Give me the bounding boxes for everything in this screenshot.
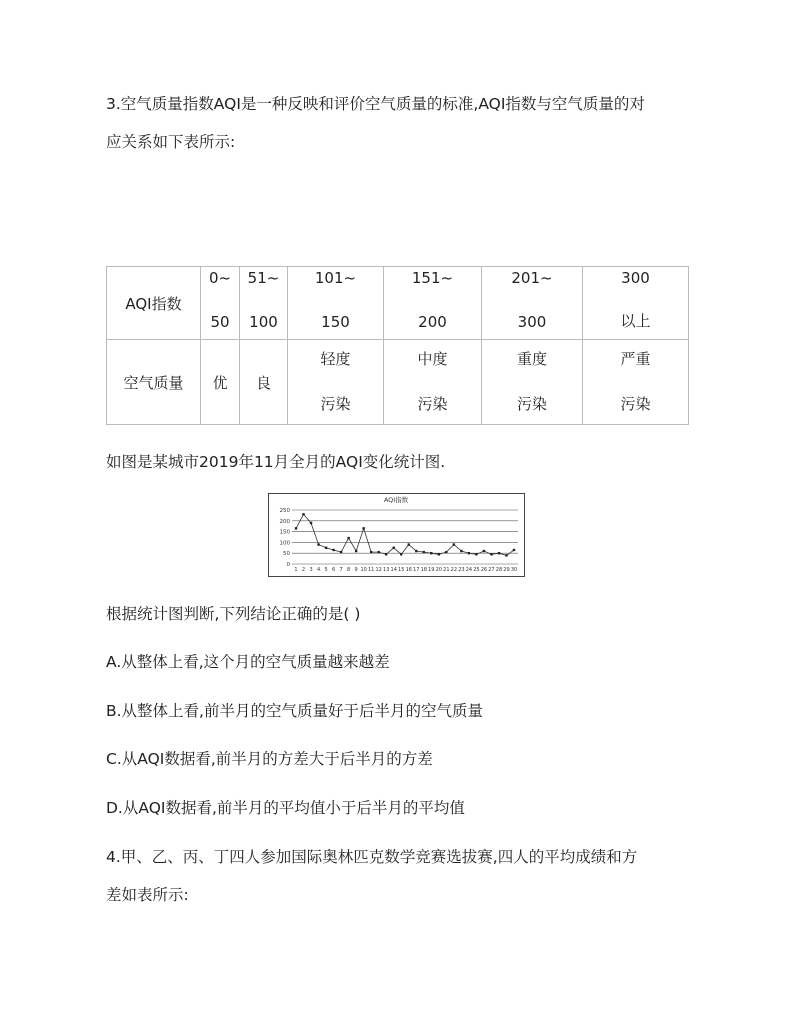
air-quality-header-label: 空气质量 <box>123 373 184 392</box>
data-point <box>498 552 500 554</box>
question-stem: 根据统计图判断,下列结论正确的是( ) <box>106 605 361 623</box>
q4-text-line1: 4.甲、乙、丙、丁四人参加国际奥林匹克数学竞赛选拔赛,四人的平均成绩和方 <box>106 848 638 866</box>
data-point <box>377 551 379 553</box>
range-upper: 50 <box>210 313 230 331</box>
level-label-2: 污染 <box>516 395 547 413</box>
data-point <box>460 550 462 552</box>
range-upper: 以上 <box>620 312 651 330</box>
data-point <box>400 553 402 555</box>
level-cell <box>384 340 482 425</box>
data-point <box>370 551 372 553</box>
option-a: A.从整体上看,这个月的空气质量越来越差 <box>106 653 390 671</box>
option-c: C.从AQI数据看,前半月的方差大于后半月的方差 <box>106 750 433 768</box>
aqi-range-row <box>107 267 689 340</box>
y-tick-label: 50 <box>283 551 290 558</box>
level-cell <box>288 340 384 425</box>
data-point <box>475 553 477 555</box>
y-tick-label: 250 <box>279 508 290 514</box>
data-point <box>325 547 327 549</box>
x-tick-label: 9 <box>354 567 358 573</box>
x-tick-label: 10 <box>360 567 367 573</box>
level-label: 严重 <box>620 350 651 368</box>
x-tick-label: 26 <box>480 567 488 573</box>
x-tick-label: 22 <box>450 567 458 573</box>
x-tick-label: 5 <box>324 567 328 573</box>
air-quality-header <box>107 340 201 425</box>
option-d: D.从AQI数据看,前半月的平均值小于后半月的平均值 <box>106 799 465 817</box>
data-point <box>332 549 334 551</box>
range-lower: 101~ <box>314 269 357 287</box>
x-tick-label: 2 <box>301 567 306 573</box>
aqi-chart-svg <box>268 493 525 577</box>
x-tick-label: 24 <box>465 567 473 573</box>
x-tick-label: 25 <box>473 567 480 573</box>
level-cell <box>240 340 288 425</box>
range-lower: 51~ <box>247 269 280 287</box>
chart-title: AQI指数 <box>383 496 409 504</box>
x-tick-label: 11 <box>367 567 375 573</box>
x-tick-label: 29 <box>503 567 510 573</box>
aqi-line-chart <box>268 493 525 577</box>
level-label: 良 <box>255 373 271 392</box>
data-point <box>362 527 364 529</box>
level-label: 轻度 <box>320 350 351 368</box>
data-point <box>408 543 410 545</box>
range-lower: 201~ <box>511 269 553 287</box>
range-lower: 151~ <box>411 269 454 287</box>
range-cell <box>482 267 583 340</box>
level-cell <box>201 340 240 425</box>
data-point <box>490 553 492 555</box>
data-point <box>340 551 342 553</box>
x-tick-label: 6 <box>331 567 336 573</box>
range-cell <box>201 267 240 340</box>
x-tick-label: 23 <box>458 567 465 573</box>
level-label: 优 <box>212 373 228 392</box>
data-point <box>483 550 485 552</box>
x-tick-label: 20 <box>435 567 443 573</box>
x-tick-label: 8 <box>347 567 351 573</box>
range-cell <box>583 267 689 340</box>
data-point <box>438 553 440 555</box>
range-upper: 300 <box>517 313 547 331</box>
range-cell <box>240 267 288 340</box>
data-point <box>302 513 304 515</box>
data-point <box>445 551 447 553</box>
data-point <box>505 554 507 556</box>
air-quality-row <box>107 340 689 425</box>
data-point <box>430 552 432 554</box>
range-cell <box>288 267 384 340</box>
level-label-2: 污染 <box>320 395 351 413</box>
level-label: 中度 <box>417 350 448 368</box>
range-upper: 150 <box>321 313 350 331</box>
x-tick-label: 4 <box>316 567 321 573</box>
data-point <box>393 547 395 549</box>
data-point <box>310 522 312 524</box>
x-tick-label: 3 <box>309 567 313 573</box>
level-label-2: 污染 <box>620 395 651 413</box>
x-tick-label: 17 <box>413 567 420 573</box>
x-tick-label: 19 <box>428 567 435 573</box>
range-lower: 300 <box>621 269 650 287</box>
x-tick-label: 18 <box>420 567 427 573</box>
x-tick-label: 28 <box>495 567 503 573</box>
data-point <box>385 553 387 555</box>
y-tick-label: 200 <box>279 518 290 525</box>
range-upper: 200 <box>418 313 447 331</box>
q3-text-line1: 3.空气质量指数AQI是一种反映和评价空气质量的标准,AQI指数与空气质量的对 <box>106 95 645 113</box>
x-tick-label: 15 <box>398 567 405 573</box>
range-cell <box>384 267 482 340</box>
y-tick-label: 150 <box>279 529 290 536</box>
y-tick-label: 100 <box>279 540 290 547</box>
chart-caption: 如图是某城市2019年11月全月的AQI变化统计图. <box>106 453 446 471</box>
q4-text-line2: 差如表所示: <box>106 886 189 904</box>
data-point <box>355 550 357 552</box>
aqi-table <box>106 266 689 425</box>
x-tick-label: 13 <box>383 567 390 573</box>
x-tick-label: 27 <box>488 567 495 573</box>
data-point <box>513 549 515 551</box>
x-tick-label: 21 <box>443 567 450 573</box>
option-b: B.从整体上看,前半月的空气质量好于后半月的空气质量 <box>106 702 483 720</box>
level-label-2: 污染 <box>417 395 448 413</box>
y-tick-label: 0 <box>286 562 290 568</box>
x-tick-label: 12 <box>375 567 382 573</box>
data-point <box>347 537 349 539</box>
data-point <box>453 543 455 545</box>
x-tick-label: 7 <box>339 567 343 573</box>
x-tick-label: 16 <box>405 567 412 573</box>
range-upper: 100 <box>249 313 278 331</box>
level-cell <box>583 340 689 425</box>
x-tick-label: 14 <box>390 567 397 573</box>
level-cell <box>482 340 583 425</box>
aqi-index-header <box>107 267 201 340</box>
data-point <box>468 552 470 554</box>
data-point <box>317 543 319 545</box>
x-tick-label: 30 <box>510 567 518 573</box>
level-label: 重度 <box>516 350 547 368</box>
data-point <box>415 550 417 552</box>
range-lower: 0~ <box>208 269 232 287</box>
q3-text-line2: 应关系如下表所示: <box>106 133 236 151</box>
data-point <box>423 551 425 553</box>
x-tick-label: 1 <box>294 567 298 573</box>
data-point <box>295 527 297 529</box>
aqi-index-header-label: AQI指数 <box>125 294 182 313</box>
